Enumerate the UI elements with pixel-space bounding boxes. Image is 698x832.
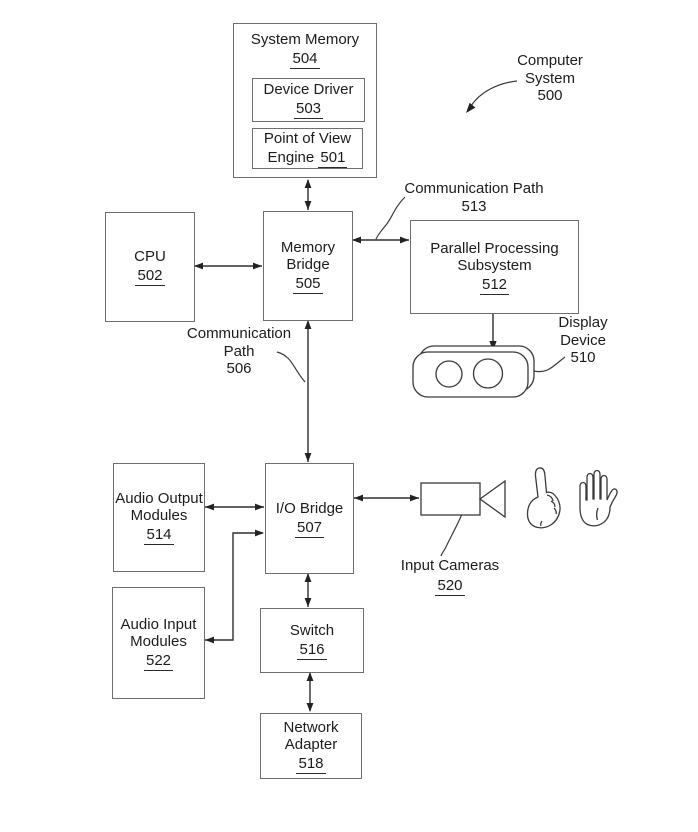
box-device-driver	[252, 78, 365, 122]
conn-membridge-iobridge	[305, 320, 312, 462]
box-refnum: 504	[292, 50, 318, 67]
conn-sysmem-membridge	[305, 179, 312, 210]
label-computer-system: Computer System 500	[517, 52, 583, 104]
box-label: Device Driver	[263, 81, 354, 98]
box-refnum: 507	[296, 518, 323, 536]
box-label: Audio Input Modules	[120, 615, 197, 650]
vr-headset-icon	[413, 346, 534, 397]
open-palm-icon	[580, 471, 617, 526]
box-refnum: 514	[146, 526, 172, 543]
label-input-cameras: Input Cameras 520	[394, 557, 506, 596]
label-refnum: 520	[435, 577, 464, 597]
box-switch	[260, 608, 364, 673]
label-communication-path-513: Communication Path 513	[404, 180, 544, 215]
pointing-hand-icon	[528, 468, 561, 528]
box-label: Parallel Processing Subsystem	[430, 239, 559, 274]
box-refnum: 518	[298, 754, 324, 772]
box-audio-output-modules	[113, 463, 205, 572]
box-io-bridge	[265, 463, 354, 574]
box-label: I/O Bridge	[275, 499, 344, 517]
box-label: CPU	[134, 248, 166, 265]
leader-input-cameras	[441, 514, 462, 556]
conn-iobridge-switch	[305, 573, 312, 607]
box-parallel-processing-subsystem	[410, 220, 579, 314]
box-memory-bridge	[263, 211, 353, 321]
box-refnum: 501	[320, 148, 346, 166]
conn-iobridge-audioin	[205, 530, 264, 644]
box-network-adapter	[260, 713, 362, 779]
box-label: Audio Output Modules	[115, 490, 203, 524]
box-label: Switch	[289, 621, 335, 639]
box-label: Network Adapter	[283, 718, 339, 753]
box-audio-input-modules	[112, 587, 205, 699]
conn-pps-display	[489, 313, 496, 351]
label-display-device: Display Device 510	[558, 314, 608, 366]
box-label: Memory Bridge	[280, 238, 336, 273]
conn-audioout-iobridge	[205, 504, 264, 511]
box-label: Point of View Engine	[263, 129, 352, 166]
box-refnum: 516	[299, 640, 325, 658]
conn-cpu-membridge	[194, 263, 262, 270]
conn-switch-netadapter	[307, 672, 314, 712]
box-refnum: 522	[145, 651, 172, 669]
box-label: System Memory	[250, 31, 360, 48]
box-refnum: 502	[137, 267, 163, 284]
box-point-of-view-engine	[252, 128, 363, 169]
box-refnum: 505	[295, 274, 321, 292]
box-refnum: 512	[481, 275, 508, 293]
box-cpu	[105, 212, 195, 322]
box-refnum: 503	[295, 100, 322, 117]
conn-membridge-pps	[352, 237, 409, 244]
conn-iobridge-camera	[354, 495, 419, 502]
label-communication-path-506: Communication Path 506	[186, 325, 292, 377]
video-camera-icon	[421, 481, 505, 517]
